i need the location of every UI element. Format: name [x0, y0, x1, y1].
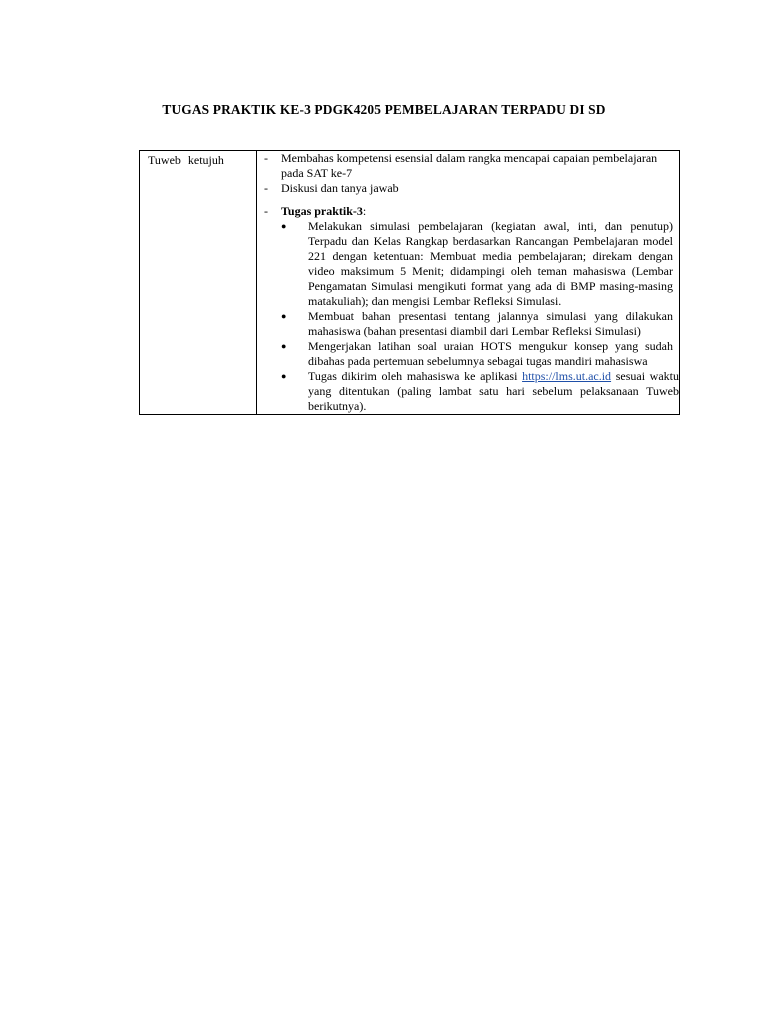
document-title: TUGAS PRAKTIK KE-3 PDGK4205 PEMBELAJARAN TERPADU DI SD: [162, 102, 606, 117]
list-item: [257, 369, 679, 414]
task-text-after-link: sesuai waktu yang ditentukan (paling lambat satu hari sebelum pelaksanaan Tuweb berikutnya).: [308, 369, 679, 413]
bullet-icon: ●: [281, 311, 287, 321]
task-text: [308, 369, 679, 414]
task-table: [139, 150, 680, 415]
task-text: Melakukan simulasi pembelajaran (kegiatan awal, inti, dan penutup) Terpadu dan Kelas Rangkap berdasarkan Rancangan Pembelajaran model 221 dengan ketentuan: Membuat media pembelajaran; direkam dengan video maksimum 5 Menit; didampingi oleh teman mahasiswa (Lembar Pengamatan Simulasi mengikuti format yang ada di BMP masing-masing matakuliah); dan mengisi Lembar Refleksi Simulasi.: [308, 219, 673, 308]
activity-text: Membahas kompetensi esensial dalam rangka mencapai capaian pembelajaran pada SAT ke-7: [281, 151, 658, 180]
list-item: [257, 181, 679, 196]
bullet-icon: ●: [281, 371, 287, 381]
dash-marker: -: [264, 204, 268, 218]
practice-heading-label: Tugas praktik-3: [281, 204, 363, 218]
practice-heading-colon: :: [362, 204, 367, 218]
bullet-icon: ●: [281, 221, 287, 231]
lms-link[interactable]: https://lms.ut.ac.id: [522, 369, 612, 383]
activities-cell: [257, 151, 680, 415]
activity-text: Diskusi dan tanya jawab: [281, 181, 399, 195]
task-text: Mengerjakan latihan soal uraian HOTS mengukur konsep yang sudah dibahas pada pertemuan sebelumnya sebagai tugas mandiri mahasiswa: [308, 339, 673, 368]
list-item: [257, 204, 679, 219]
list-item: [257, 309, 679, 339]
practice-heading: [281, 204, 679, 219]
dash-marker: -: [264, 151, 268, 165]
session-cell: [140, 151, 257, 415]
practice-task-list: [257, 219, 679, 414]
list-item: [257, 339, 679, 369]
list-item: [257, 219, 679, 309]
bullet-icon: ●: [281, 341, 287, 351]
spacer: [257, 196, 679, 204]
list-item: [257, 151, 679, 181]
session-label: Tuweb ketujuh: [148, 153, 224, 167]
task-text: Membuat bahan presentasi tentang jalannya simulasi yang dilakukan mahasiswa (bahan presentasi diambil dari Lembar Refleksi Simulasi): [308, 309, 673, 338]
dash-marker: -: [264, 181, 268, 195]
table-row: [140, 151, 680, 415]
task-text-before-link: Tugas dikirim oleh mahasiswa ke aplikasi: [308, 369, 523, 383]
